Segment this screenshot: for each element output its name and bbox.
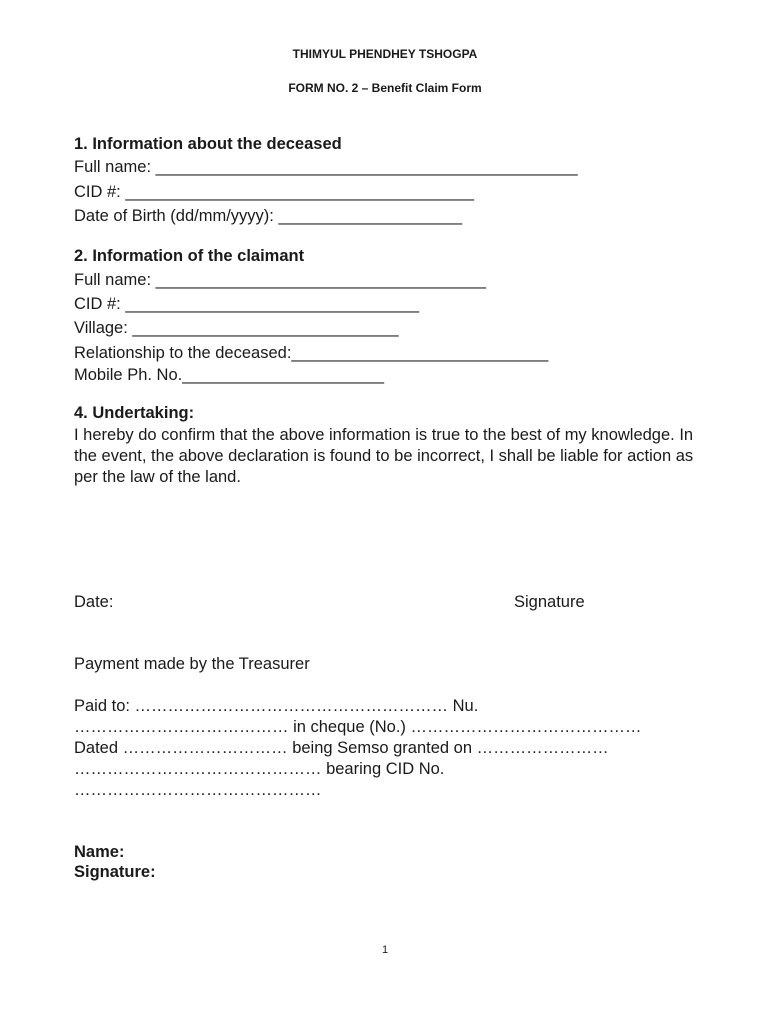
paid-to-line[interactable]: Paid to: ………………………………………………… Nu. — [74, 697, 479, 715]
cid-line[interactable]: ……………………………………… bearing CID No. — [74, 760, 445, 778]
deceased-full-name-field[interactable]: Full name: ______________________________________________ — [74, 158, 578, 176]
page-number: 1 — [381, 944, 389, 956]
payment-heading: Payment made by the Treasurer — [74, 655, 310, 673]
deceased-cid-field[interactable]: CID #: ______________________________________ — [74, 183, 475, 201]
signature-label: Signature — [514, 593, 585, 611]
dated-line[interactable]: Dated ………………………… being Semso granted on …………………… — [74, 739, 609, 757]
deceased-section-heading: 1. Information about the deceased — [74, 135, 342, 153]
signature-footer-label: Signature: — [74, 863, 156, 881]
claimant-relationship-field[interactable]: Relationship to the deceased:____________________________ — [74, 344, 549, 362]
claimant-cid-field[interactable]: CID #: ________________________________ — [74, 295, 419, 313]
claimant-mobile-field[interactable]: Mobile Ph. No.______________________ — [74, 366, 385, 384]
undertaking-text: I hereby do confirm that the above information is true to the best of my knowledge. In the event, the above declaration is found to be incorrect, I shall be liable for action as per the law of the land. — [74, 426, 694, 486]
claimant-full-name-field[interactable]: Full name: ____________________________________ — [74, 271, 486, 289]
date-label: Date: — [74, 593, 114, 611]
claimant-village-field[interactable]: Village: _____________________________ — [74, 319, 399, 337]
undertaking-heading: 4. Undertaking: — [74, 404, 195, 422]
form-title: FORM NO. 2 – Benefit Claim Form — [288, 81, 482, 95]
cheque-line[interactable]: ………………………………… in cheque (No.) …………………………………… — [74, 718, 642, 736]
deceased-dob-field[interactable]: Date of Birth (dd/mm/yyyy): ____________________ — [74, 207, 462, 225]
organization-name: THIMYUL PHENDHEY TSHOGPA — [292, 47, 478, 61]
claimant-section-heading: 2. Information of the claimant — [74, 247, 305, 265]
cid-number-line[interactable]: ……………………………………… — [74, 781, 322, 799]
name-label: Name: — [74, 843, 125, 861]
